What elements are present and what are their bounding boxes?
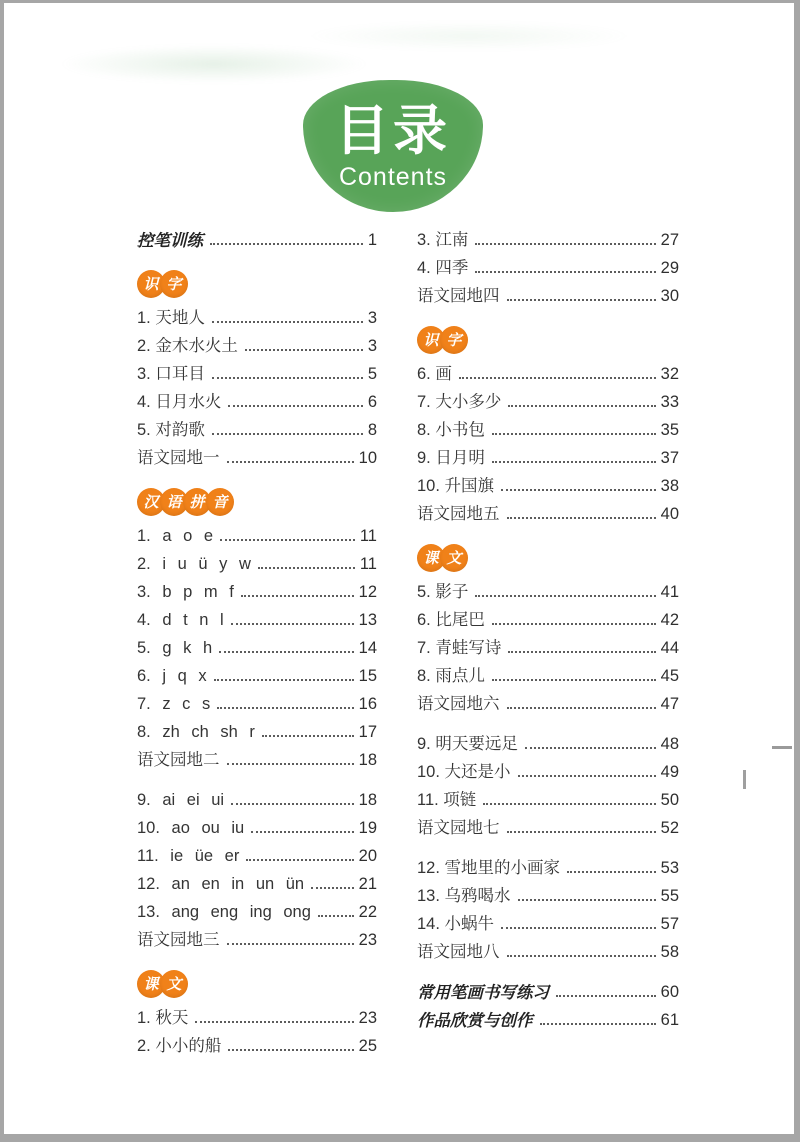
section-badge-circles xyxy=(417,544,468,572)
toc-title-zh: 目录 xyxy=(335,101,451,161)
dot-leader xyxy=(508,405,655,407)
dot-leader xyxy=(507,299,656,301)
badge-circle-char: 字 xyxy=(440,326,468,354)
toc-entry xyxy=(417,660,679,688)
badge-circle-char: 音 xyxy=(206,488,234,516)
column-gap xyxy=(137,470,377,482)
page-number: 61 xyxy=(660,1010,679,1029)
page-number: 22 xyxy=(358,902,377,921)
dot-leader xyxy=(475,243,655,245)
dot-leader xyxy=(318,915,354,917)
badge-circle-char: 汉 xyxy=(137,488,165,516)
toc-entry xyxy=(137,840,377,868)
page-number: 16 xyxy=(358,694,377,713)
dot-leader xyxy=(245,349,363,351)
dot-leader xyxy=(219,651,354,653)
dot-leader xyxy=(227,763,354,765)
toc-entry xyxy=(137,1002,377,1030)
column-gap xyxy=(417,308,679,320)
toc-entry xyxy=(137,924,377,952)
section-badge xyxy=(137,968,377,1000)
page-number: 33 xyxy=(660,392,679,411)
toc-entry-label: 语文园地七 xyxy=(417,818,500,837)
toc-entry-label: 语文园地八 xyxy=(417,942,500,961)
toc-entry-label: 12. an en in un ün xyxy=(137,874,305,893)
page-number: 42 xyxy=(660,610,679,629)
dot-leader xyxy=(212,377,363,379)
toc-entry-label: 10. ao ou iu xyxy=(137,818,245,837)
dot-leader xyxy=(507,517,656,519)
page-number: 3 xyxy=(367,336,377,355)
toc-entry xyxy=(137,688,377,716)
toc-entry-label: 9. 明天要远足 xyxy=(417,734,518,753)
toc-entry-label: 10. 升国旗 xyxy=(417,476,495,495)
section-badge xyxy=(137,268,377,300)
page-number: 44 xyxy=(660,638,679,657)
page-background xyxy=(4,3,794,1134)
page-number: 29 xyxy=(660,258,679,277)
dot-leader xyxy=(492,461,656,463)
toc-entry-label: 语文园地六 xyxy=(417,694,500,713)
toc-entry-label: 5. 对韵歌 xyxy=(137,420,205,439)
dot-leader xyxy=(501,489,656,491)
dot-leader xyxy=(483,803,655,805)
toc-entry-label: 4. d t n l xyxy=(137,610,224,629)
dot-leader xyxy=(501,927,656,929)
dot-leader xyxy=(525,747,656,749)
toc-entry xyxy=(417,358,679,386)
badge-circle-char: 拼 xyxy=(183,488,211,516)
toc-entry-label: 1. 天地人 xyxy=(137,308,205,327)
dot-leader xyxy=(262,735,354,737)
page-number: 13 xyxy=(358,610,377,629)
toc-entry xyxy=(417,442,679,470)
section-badge-circles xyxy=(137,488,234,516)
page-number: 6 xyxy=(367,392,377,411)
page-number: 12 xyxy=(358,582,377,601)
page-number: 40 xyxy=(660,504,679,523)
page-number: 41 xyxy=(660,582,679,601)
page-number: 8 xyxy=(367,420,377,439)
toc-entry xyxy=(137,330,377,358)
page-number: 19 xyxy=(358,818,377,837)
toc-column-right xyxy=(417,224,679,1032)
toc-entry xyxy=(417,936,679,964)
toc-entry xyxy=(137,576,377,604)
toc-entry-label: 11. ie üe er xyxy=(137,846,240,865)
toc-entry xyxy=(417,728,679,756)
column-gap xyxy=(417,716,679,728)
toc-entry-label: 4. 四季 xyxy=(417,258,469,277)
page-number: 53 xyxy=(660,858,679,877)
toc-entry-label: 3. 江南 xyxy=(417,230,469,249)
dot-leader xyxy=(507,955,656,957)
page-number: 11 xyxy=(359,526,377,545)
dot-leader xyxy=(231,803,354,805)
toc-entry xyxy=(137,358,377,386)
dot-leader xyxy=(258,567,355,569)
toc-entry xyxy=(417,280,679,308)
toc-entry-label: 1. a o e xyxy=(137,526,214,545)
badge-circle-char: 识 xyxy=(417,326,445,354)
toc-entry xyxy=(417,976,679,1004)
toc-entry-label: 6. j q x xyxy=(137,666,207,685)
toc-entry-label: 8. zh ch sh r xyxy=(137,722,255,741)
toc-entry-label: 常用笔画书写练习 xyxy=(417,982,549,1002)
page-number: 25 xyxy=(358,1036,377,1055)
dot-leader xyxy=(214,679,354,681)
toc-entry xyxy=(137,386,377,414)
toc-entry xyxy=(417,756,679,784)
page-number: 58 xyxy=(660,942,679,961)
toc-entry-label: 4. 日月水火 xyxy=(137,392,222,411)
section-badge xyxy=(417,324,679,356)
toc-entry-label: 语文园地四 xyxy=(417,286,500,305)
dot-leader xyxy=(220,539,355,541)
toc-entry xyxy=(137,784,377,812)
dot-leader xyxy=(492,433,656,435)
badge-circle-char: 字 xyxy=(160,270,188,298)
dot-leader xyxy=(492,679,656,681)
toc-entry xyxy=(137,660,377,688)
page-number: 11 xyxy=(359,554,377,573)
toc-entry-label: 2. 金木水火土 xyxy=(137,336,238,355)
toc-entry-label: 控笔训练 xyxy=(137,230,203,250)
toc-entry xyxy=(137,868,377,896)
toc-entry-label: 9. 日月明 xyxy=(417,448,485,467)
column-gap xyxy=(417,526,679,538)
dot-leader xyxy=(556,995,656,997)
page-number: 17 xyxy=(358,722,377,741)
toc-entry-label: 9. ai ei ui xyxy=(137,790,225,809)
toc-entry xyxy=(417,576,679,604)
dot-leader xyxy=(251,831,353,833)
dot-leader xyxy=(459,377,656,379)
page-number: 45 xyxy=(660,666,679,685)
toc-entry xyxy=(417,880,679,908)
toc-entry xyxy=(417,1004,679,1032)
toc-entry xyxy=(417,386,679,414)
toc-entry xyxy=(417,852,679,880)
dot-leader xyxy=(227,943,354,945)
badge-circle-char: 课 xyxy=(417,544,445,572)
toc-entry-label: 11. 项链 xyxy=(417,790,477,809)
page-number: 38 xyxy=(660,476,679,495)
scan-smudge xyxy=(59,45,369,83)
page-number: 1 xyxy=(367,230,377,249)
page-number: 30 xyxy=(660,286,679,305)
section-badge-circles xyxy=(137,270,188,298)
toc-entry xyxy=(137,442,377,470)
dot-leader xyxy=(507,831,656,833)
toc-entry xyxy=(417,632,679,660)
toc-entry-label: 3. 口耳目 xyxy=(137,364,205,383)
toc-entry xyxy=(417,414,679,442)
page-number: 27 xyxy=(660,230,679,249)
toc-entry-label: 6. 画 xyxy=(417,364,452,383)
badge-circle-char: 文 xyxy=(440,544,468,572)
toc-entry xyxy=(137,632,377,660)
toc-entry-label: 7. 青蛙写诗 xyxy=(417,638,502,657)
dot-leader xyxy=(228,1049,353,1051)
toc-entry-label: 语文园地一 xyxy=(137,448,220,467)
section-badge-circles xyxy=(137,970,188,998)
toc-entry xyxy=(137,302,377,330)
print-mark-dash xyxy=(772,746,792,749)
toc-column-left xyxy=(137,224,377,1058)
toc-entry xyxy=(417,812,679,840)
toc-entry-label: 8. 雨点儿 xyxy=(417,666,485,685)
page-number: 20 xyxy=(358,846,377,865)
page-number: 14 xyxy=(358,638,377,657)
toc-entry-label: 10. 大还是小 xyxy=(417,762,511,781)
toc-entry-label: 14. 小蜗牛 xyxy=(417,914,495,933)
badge-circle-char: 文 xyxy=(160,970,188,998)
page-number: 3 xyxy=(367,308,377,327)
dot-leader xyxy=(246,859,353,861)
dot-leader xyxy=(217,707,353,709)
page-number: 35 xyxy=(660,420,679,439)
toc-entry xyxy=(417,604,679,632)
dot-leader xyxy=(540,1023,656,1025)
dot-leader xyxy=(311,887,354,889)
toc-entry-label: 语文园地五 xyxy=(417,504,500,523)
page-number: 60 xyxy=(660,982,679,1001)
dot-leader xyxy=(195,1021,353,1023)
page-number: 18 xyxy=(358,790,377,809)
page-number: 18 xyxy=(358,750,377,769)
toc-entry-label: 5. 影子 xyxy=(417,582,469,601)
dot-leader xyxy=(231,623,354,625)
dot-leader xyxy=(508,651,655,653)
dot-leader xyxy=(210,243,363,245)
dot-leader xyxy=(241,595,354,597)
page-number: 48 xyxy=(660,734,679,753)
toc-entry-label: 语文园地三 xyxy=(137,930,220,949)
toc-header-blob xyxy=(303,80,483,212)
toc-entry xyxy=(137,604,377,632)
toc-entry-label: 6. 比尾巴 xyxy=(417,610,485,629)
column-gap xyxy=(137,772,377,784)
column-gap xyxy=(417,840,679,852)
toc-entry-label: 3. b p m f xyxy=(137,582,234,601)
toc-entry xyxy=(417,224,679,252)
toc-entry xyxy=(137,812,377,840)
dot-leader xyxy=(518,775,656,777)
page-number: 5 xyxy=(367,364,377,383)
page-number: 37 xyxy=(660,448,679,467)
toc-entry xyxy=(137,224,377,252)
toc-entry-label: 13. ang eng ing ong xyxy=(137,902,311,921)
toc-entry-label: 2. 小小的船 xyxy=(137,1036,222,1055)
toc-entry xyxy=(137,414,377,442)
badge-circle-char: 识 xyxy=(137,270,165,298)
toc-title-en: Contents xyxy=(338,163,448,191)
toc-entry xyxy=(417,688,679,716)
page-number: 15 xyxy=(358,666,377,685)
column-gap xyxy=(137,952,377,964)
section-badge-circles xyxy=(417,326,468,354)
toc-entry-label: 5. g k h xyxy=(137,638,213,657)
page-number: 23 xyxy=(358,1008,377,1027)
toc-entry xyxy=(137,716,377,744)
toc-entry-label: 语文园地二 xyxy=(137,750,220,769)
dot-leader xyxy=(212,321,363,323)
dot-leader xyxy=(507,707,656,709)
dot-leader xyxy=(212,433,363,435)
page-number: 50 xyxy=(660,790,679,809)
toc-entry xyxy=(137,896,377,924)
toc-entry xyxy=(137,520,377,548)
dot-leader xyxy=(567,871,656,873)
badge-circle-char: 课 xyxy=(137,970,165,998)
toc-entry-label: 12. 雪地里的小画家 xyxy=(417,858,561,877)
toc-entry-label: 8. 小书包 xyxy=(417,420,485,439)
toc-entry xyxy=(137,1030,377,1058)
page-number: 10 xyxy=(358,448,377,467)
page-number: 49 xyxy=(660,762,679,781)
dot-leader xyxy=(228,405,362,407)
page-number: 21 xyxy=(358,874,377,893)
badge-circle-char: 语 xyxy=(160,488,188,516)
toc-entry xyxy=(417,498,679,526)
dot-leader xyxy=(518,899,656,901)
page-number: 32 xyxy=(660,364,679,383)
page-number: 55 xyxy=(660,886,679,905)
column-gap xyxy=(417,964,679,976)
page-number: 52 xyxy=(660,818,679,837)
toc-entry xyxy=(417,784,679,812)
toc-entry xyxy=(417,252,679,280)
toc-entry-label: 1. 秋天 xyxy=(137,1008,189,1027)
toc-entry-label: 2. i u ü y w xyxy=(137,554,251,573)
toc-entry xyxy=(137,744,377,772)
dot-leader xyxy=(475,595,655,597)
section-badge xyxy=(137,486,377,518)
dot-leader xyxy=(492,623,656,625)
column-gap xyxy=(137,252,377,264)
toc-entry-label: 7. z c s xyxy=(137,694,211,713)
toc-entry-label: 作品欣赏与创作 xyxy=(417,1010,533,1030)
toc-entry-label: 13. 乌鸦喝水 xyxy=(417,886,511,905)
toc-entry xyxy=(417,908,679,936)
print-mark-tick xyxy=(743,770,746,789)
scan-smudge xyxy=(304,21,634,51)
toc-entry xyxy=(137,548,377,576)
toc-entry xyxy=(417,470,679,498)
section-badge xyxy=(417,542,679,574)
page-number: 47 xyxy=(660,694,679,713)
dot-leader xyxy=(475,271,655,273)
dot-leader xyxy=(227,461,354,463)
page-number: 23 xyxy=(358,930,377,949)
toc-entry-label: 7. 大小多少 xyxy=(417,392,502,411)
page-number: 57 xyxy=(660,914,679,933)
